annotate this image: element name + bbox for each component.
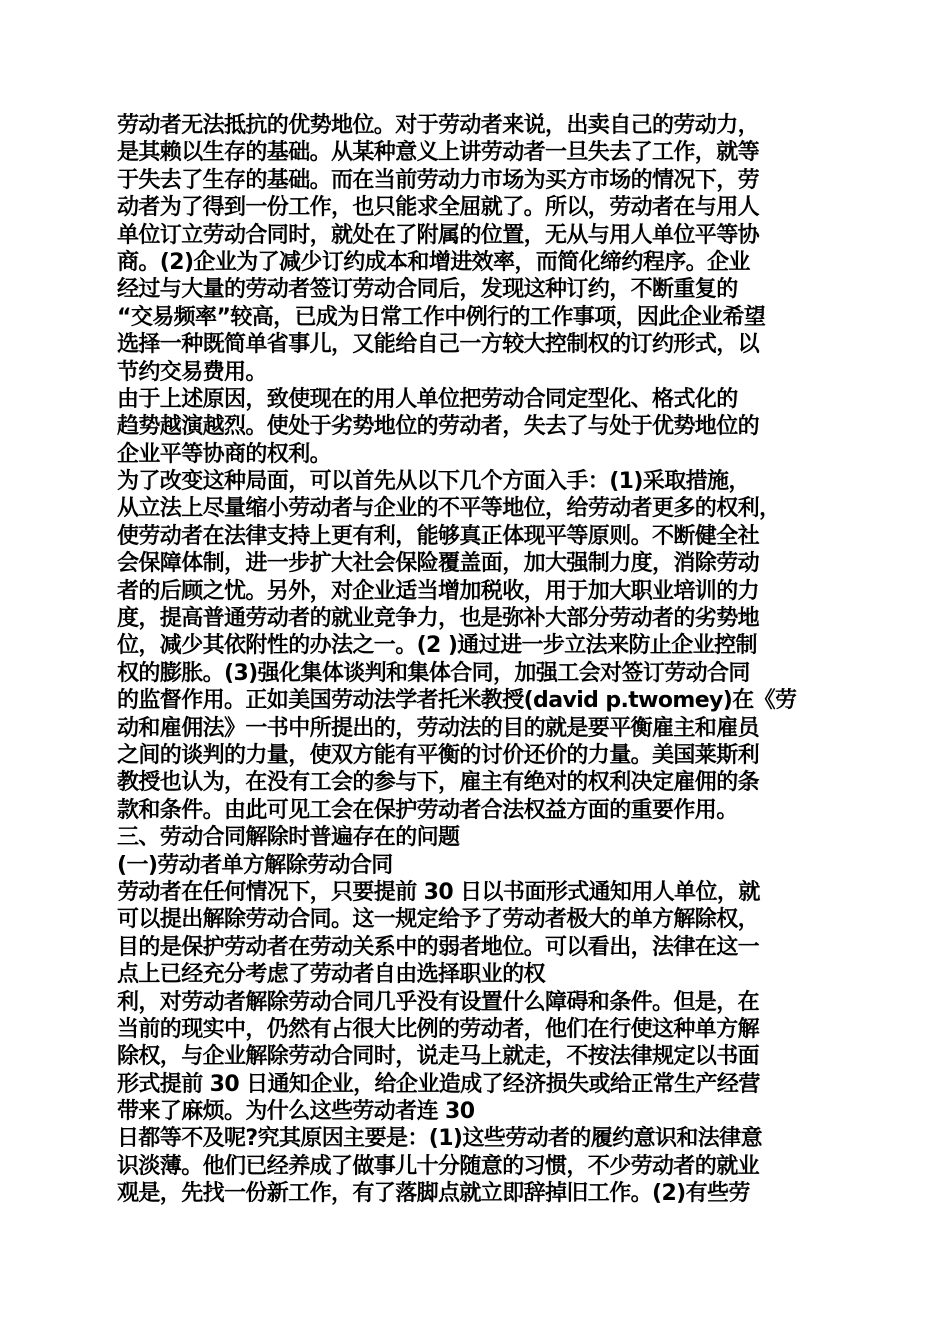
text-line: 三、劳动合同解除时普遍存在的问题 (117, 825, 460, 851)
text-line: 带来了麻烦。为什么这些劳动者连 30 (117, 1099, 475, 1125)
text-line: (一)劳动者单方解除劳动合同 (117, 852, 393, 878)
text-line: 节约交易费用。 (117, 359, 267, 385)
text-line: 单位订立劳动合同时，就处在了附属的位置，无从与用人单位平等协 (117, 222, 760, 248)
text-line: 的监督作用。正如美国劳动法学者托米教授(david p.twomey)在《劳 (117, 688, 797, 714)
text-line: 形式提前 30 日通知企业，给企业造成了经济损失或给正常生产经营 (117, 1071, 760, 1097)
text-line: 经过与大量的劳动者签订劳动合同后，发现这种订约，不断重复的 (117, 277, 738, 303)
text-line: 于失去了生存的基础。而在当前劳动力市场为买方市场的情况下，劳 (117, 167, 760, 193)
text-line: 企业平等协商的权利。 (117, 441, 332, 467)
text-line: 为了改变这种局面，可以首先从以下几个方面入手：(1)采取措施， (117, 469, 750, 495)
text-line: 识淡薄。他们已经养成了做事儿十分随意的习惯，不少劳动者的就业 (117, 1153, 760, 1179)
text-line: 会保障体制，进一步扩大社会保险覆盖面，加大强制力度，消除劳动 (117, 551, 760, 577)
body-text (117, 112, 837, 1208)
text-line: 选择一种既简单省事儿，又能给自己一方较大控制权的订约形式，以 (117, 332, 760, 358)
text-line: 当前的现实中，仍然有占很大比例的劳动者，他们在行使这种单方解 (117, 1016, 760, 1042)
text-line: 从立法上尽量缩小劳动者与企业的不平等地位，给劳动者更多的权利， (117, 496, 781, 522)
text-line: 点上已经充分考虑了劳动者自由选择职业的权 (117, 962, 546, 988)
text-line: “交易频率”较高，已成为日常工作中例行的工作事项，因此企业希望 (117, 304, 766, 330)
text-line: 动和雇佣法》一书中所提出的，劳动法的目的就是要平衡雇主和雇员 (117, 715, 760, 741)
text-line: 可以提出解除劳动合同。这一规定给予了劳动者极大的单方解除权， (117, 907, 760, 933)
text-line: 度，提高普通劳动者的就业竞争力，也是弥补大部分劳动者的劣势地 (117, 606, 760, 632)
text-line: 款和条件。由此可见工会在保护劳动者合法权益方面的重要作用。 (117, 797, 738, 823)
text-line: 使劳动者在法律支持上更有利，能够真正体现平等原则。不断健全社 (117, 523, 760, 549)
text-line: 者的后顾之忧。另外，对企业适当增加税收，用于加大职业培训的力 (117, 578, 760, 604)
text-line: 利，对劳动者解除劳动合同几乎没有设置什么障碍和条件。但是，在 (117, 989, 760, 1015)
text-line: 商。(2)企业为了减少订约成本和增进效率，而简化缔约程序。企业 (117, 249, 750, 275)
text-line: 劳动者无法抵抗的优势地位。对于劳动者来说，出卖自己的劳动力， (117, 113, 760, 138)
text-line: 观是，先找一份新工作，有了落脚点就立即辞掉旧工作。(2)有些劳 (117, 1181, 750, 1207)
text-line: 位，减少其依附性的办法之一。(2 )通过进一步立法来防止企业控制 (117, 633, 757, 659)
text-line: 日都等不及呢?究其原因主要是：(1)这些劳动者的履约意识和法律意 (117, 1126, 762, 1152)
text-line: 除权，与企业解除劳动合同时，说走马上就走，不按法律规定以书面 (117, 1044, 760, 1070)
text-line: 权的膨胀。(3)强化集体谈判和集体合同，加强工会对签订劳动合同 (117, 660, 750, 686)
text-line: 由于上述原因，致使现在的用人单位把劳动合同定型化、格式化的 (117, 386, 738, 412)
text-line: 是其赖以生存的基础。从某种意义上讲劳动者一旦失去了工作，就等 (117, 140, 760, 166)
text-line: 动者为了得到一份工作，也只能求全屈就了。所以，劳动者在与用人 (117, 195, 760, 221)
text-line: 目的是保护劳动者在劳动关系中的弱者地位。可以看出，法律在这一 (117, 934, 760, 960)
text-line: 趋势越演越烈。使处于劣势地位的劳动者，失去了与处于优势地位的 (117, 414, 760, 440)
text-line: 教授也认为，在没有工会的参与下，雇主有绝对的权利决定雇佣的条 (117, 770, 760, 796)
text-line: 之间的谈判的力量，使双方能有平衡的讨价还价的力量。美国莱斯利 (117, 742, 760, 768)
text-line: 劳动者在任何情况下，只要提前 30 日以书面形式通知用人单位，就 (117, 879, 760, 905)
